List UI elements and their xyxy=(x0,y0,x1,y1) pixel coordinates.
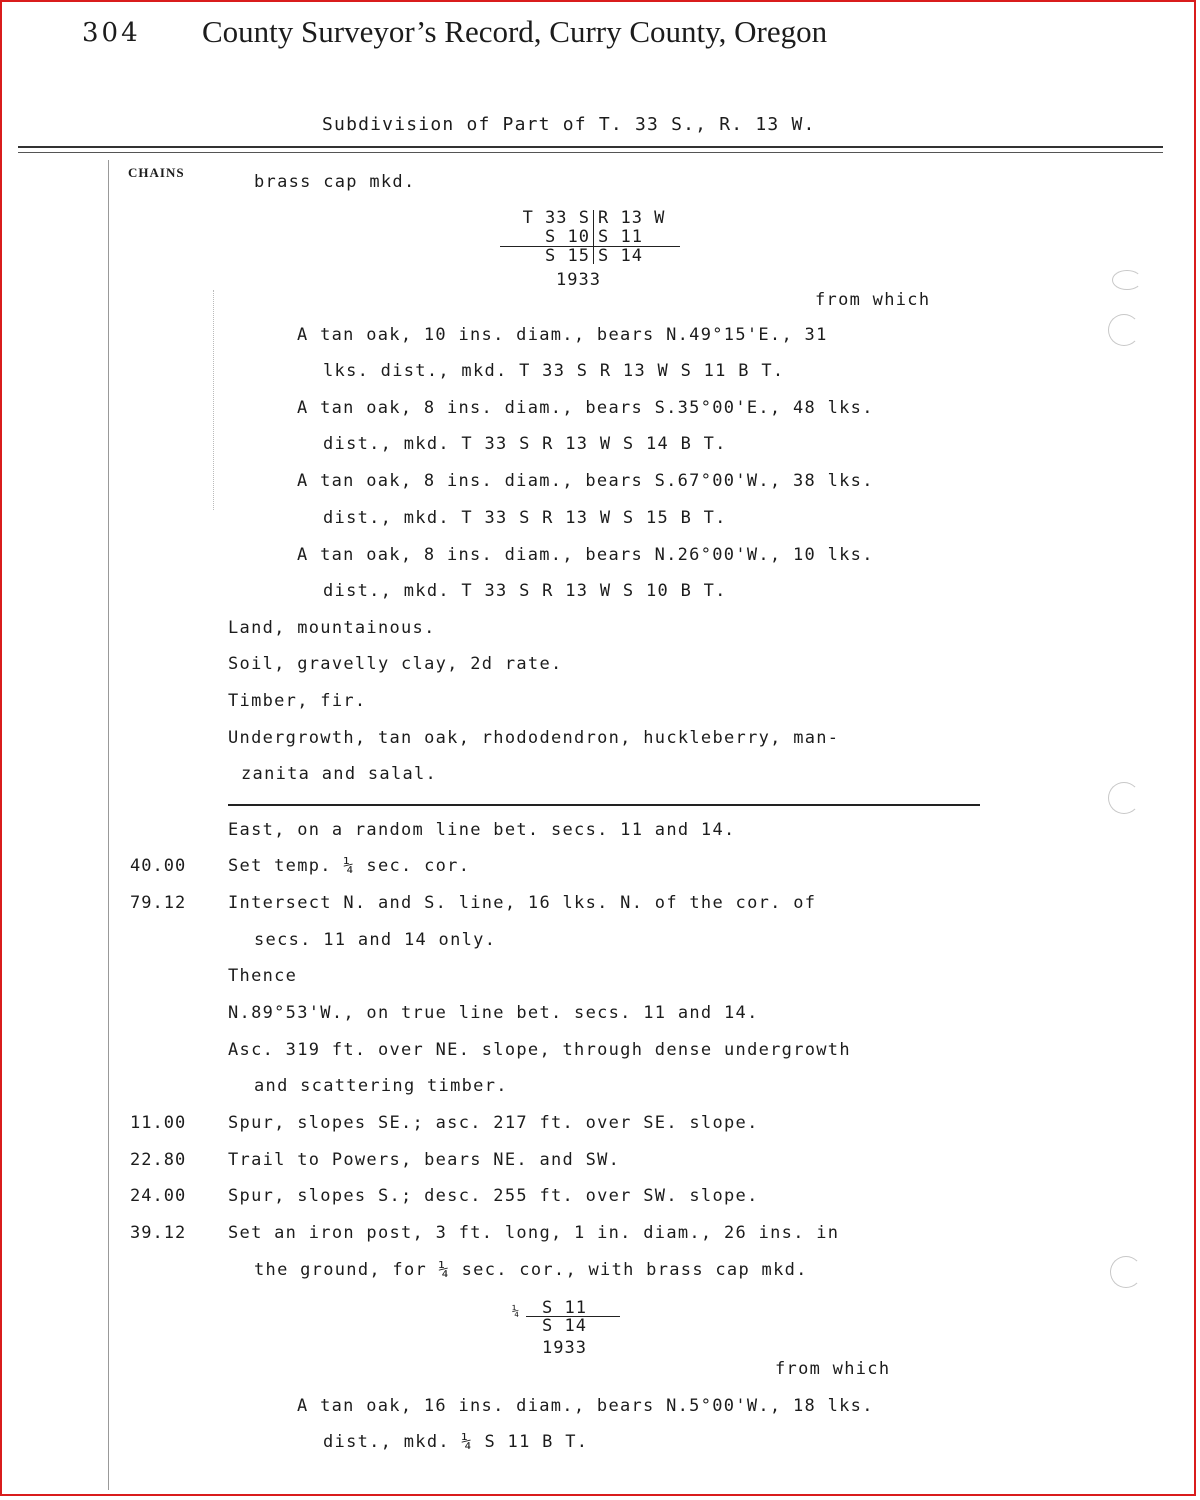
chain-value: 39.12 xyxy=(130,1223,187,1243)
marking-year: 1933 xyxy=(542,1338,587,1358)
record-subtitle: Subdivision of Part of T. 33 S., R. 13 W. xyxy=(322,114,816,135)
random-line-heading: East, on a random line bet. secs. 11 and 14. xyxy=(228,820,736,840)
ascent-line1: Asc. 319 ft. over NE. slope, through dense undergrowth xyxy=(228,1040,851,1060)
chain-value: 24.00 xyxy=(130,1186,187,1206)
marking-section-10: S 10 xyxy=(545,227,590,247)
entry-text: Spur, slopes S.; desc. 255 ft. over SW. slope. xyxy=(228,1186,759,1206)
corner-marking xyxy=(500,208,685,292)
bearing-tree-2-line2: dist., mkd. T 33 S R 13 W S 14 B T. xyxy=(323,434,727,454)
final-tree-line1: A tan oak, 16 ins. diam., bears N.5°00'W., 18 lks. xyxy=(297,1396,874,1416)
land-text: Land, mountainous. xyxy=(228,618,436,638)
marking-section-11: S 11 xyxy=(542,1298,587,1318)
chain-value: 79.12 xyxy=(130,893,187,913)
section-divider xyxy=(228,804,980,806)
page-header xyxy=(0,14,1200,54)
bearing-tree-3-line2: dist., mkd. T 33 S R 13 W S 15 B T. xyxy=(323,508,727,528)
entry-text: Trail to Powers, bears NE. and SW. xyxy=(228,1150,621,1170)
from-which-text: from which xyxy=(775,1359,891,1379)
entry-text: Spur, slopes SE.; asc. 217 ft. over SE. slope. xyxy=(228,1113,759,1133)
margin-guide xyxy=(213,290,214,510)
marking-divider-horizontal xyxy=(500,246,680,247)
intro-text: brass cap mkd. xyxy=(254,172,416,192)
marking-section-14: S 14 xyxy=(542,1316,587,1336)
bearing-tree-1-line1: A tan oak, 10 ins. diam., bears N.49°15'E., 31 xyxy=(297,325,828,345)
marking-township: T 33 S xyxy=(522,208,590,228)
quarter-corner-marking xyxy=(512,1298,622,1360)
thence-text: Thence xyxy=(228,966,298,986)
page-number: 304 xyxy=(82,18,141,48)
marking-range: R 13 W xyxy=(598,208,666,228)
undergrowth-line2: zanita and salal. xyxy=(241,764,438,784)
true-line-text: N.89°53'W., on true line bet. secs. 11 and 14. xyxy=(228,1003,759,1023)
final-tree-line2: dist., mkd. ¼ S 11 B T. xyxy=(323,1432,589,1452)
entry-text: Intersect N. and S. line, 16 lks. N. of the cor. of xyxy=(228,893,817,913)
from-which-text: from which xyxy=(815,290,931,310)
marking-divider-horizontal xyxy=(526,1316,620,1317)
ascent-line2: and scattering timber. xyxy=(254,1076,508,1096)
entry-text: Set temp. ¼ sec. cor. xyxy=(228,856,471,876)
soil-text: Soil, gravelly clay, 2d rate. xyxy=(228,654,563,674)
bearing-tree-4-line2: dist., mkd. T 33 S R 13 W S 10 B T. xyxy=(323,581,727,601)
undergrowth-line1: Undergrowth, tan oak, rhododendron, huckleberry, man- xyxy=(228,728,840,748)
marking-divider-vertical xyxy=(593,210,594,264)
chains-column-label: CHAINS xyxy=(128,165,185,180)
entry-text-continued: the ground, for ¼ sec. cor., with brass cap mkd. xyxy=(254,1260,808,1280)
timber-text: Timber, fir. xyxy=(228,691,367,711)
entry-text-continued: secs. 11 and 14 only. xyxy=(254,930,497,950)
entry-text: Set an iron post, 3 ft. long, 1 in. diam., 26 ins. in xyxy=(228,1223,840,1243)
marking-section-14: S 14 xyxy=(598,246,643,266)
margin-line xyxy=(108,160,109,1490)
punch-hole-mark xyxy=(1112,270,1142,290)
bearing-tree-4-line1: A tan oak, 8 ins. diam., bears N.26°00'W., 10 lks. xyxy=(297,545,874,565)
marking-year: 1933 xyxy=(556,270,601,290)
bearing-tree-2-line1: A tan oak, 8 ins. diam., bears S.35°00'E., 48 lks. xyxy=(297,398,874,418)
header-rule-thin xyxy=(18,152,1163,153)
chain-value: 11.00 xyxy=(130,1113,187,1133)
punch-hole-mark xyxy=(1108,782,1140,814)
marking-section-15: S 15 xyxy=(545,246,590,266)
chain-value: 40.00 xyxy=(130,856,187,876)
marking-section-11: S 11 xyxy=(598,227,643,247)
running-title: County Surveyor’s Record, Curry County, Oregon xyxy=(202,14,828,49)
bearing-tree-3-line1: A tan oak, 8 ins. diam., bears S.67°00'W., 38 lks. xyxy=(297,471,874,491)
header-rule xyxy=(18,146,1163,148)
bearing-tree-1-line2: lks. dist., mkd. T 33 S R 13 W S 11 B T. xyxy=(323,361,785,381)
punch-hole-mark xyxy=(1108,314,1140,346)
marking-quarter-symbol: ¼ xyxy=(512,1304,521,1318)
chain-value: 22.80 xyxy=(130,1150,187,1170)
punch-hole-mark xyxy=(1110,1256,1142,1288)
